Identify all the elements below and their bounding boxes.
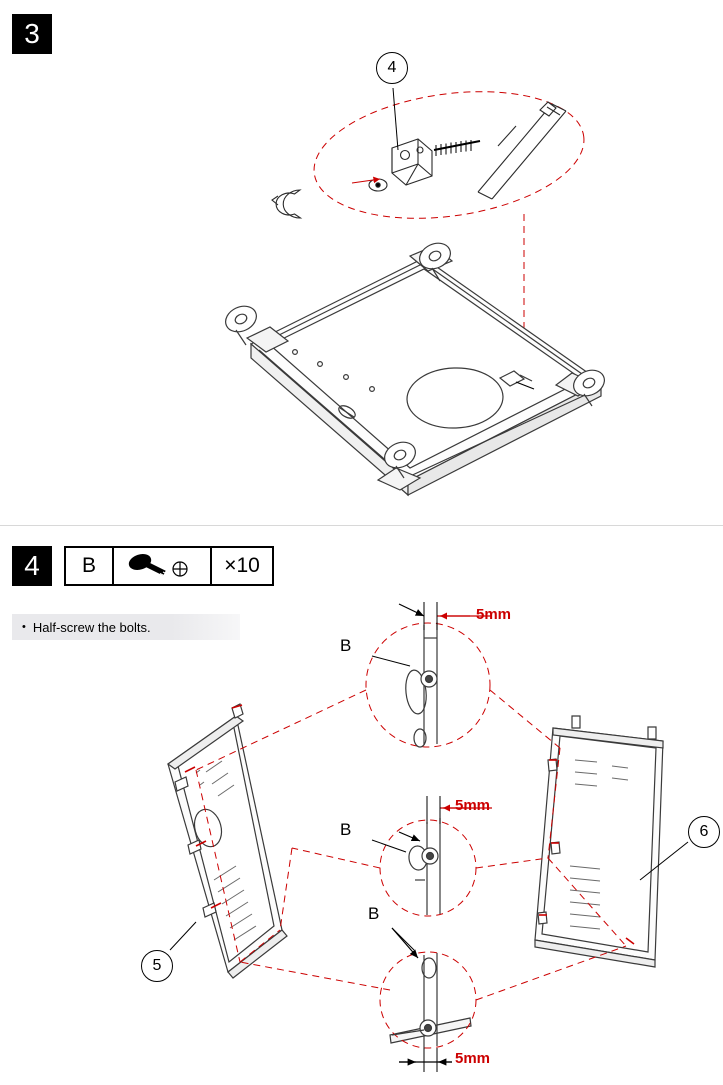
dimension-top: 5mm [476,606,512,623]
step4-detail-top [366,602,492,747]
part-letter-bottom: B [368,904,380,923]
instruction-text: Half-screw the bolts. [32,619,151,635]
step4-right-panel [535,716,663,967]
step3-casters [221,238,608,478]
callout-6: 6 [688,816,720,848]
step3-detail-link [482,214,542,417]
step3-base-frame [247,246,601,495]
bullet-icon: • [22,620,26,633]
step3-detail-ellipse [306,76,592,235]
dimension-mid: 5mm [455,797,491,814]
parts-table [64,546,274,586]
step4-leaders [170,656,688,950]
callout-5: 5 [141,950,173,982]
callout-4: 4 [376,52,408,84]
step-4-badge: 4 [12,546,52,586]
parts-table-quantity: ×10 [224,554,260,577]
step4-detail-mid [380,796,492,916]
step4-guide-lines [196,690,626,1000]
step-divider [0,525,723,526]
dimension-bottom: 5mm [455,1050,491,1067]
step4-highlight-marks [185,705,634,944]
part-letter-mid: B [340,820,352,839]
step3-callout-leader [393,88,398,150]
step4-bottom-rail [390,1018,471,1043]
parts-table-letter: B [66,548,114,584]
instruction-bar [12,614,240,640]
step4-left-panel [168,704,287,978]
bolt-icon [114,548,212,584]
step3-detail-content [272,102,566,218]
part-letter-top: B [340,636,352,655]
step-3-badge: 3 [12,14,52,54]
